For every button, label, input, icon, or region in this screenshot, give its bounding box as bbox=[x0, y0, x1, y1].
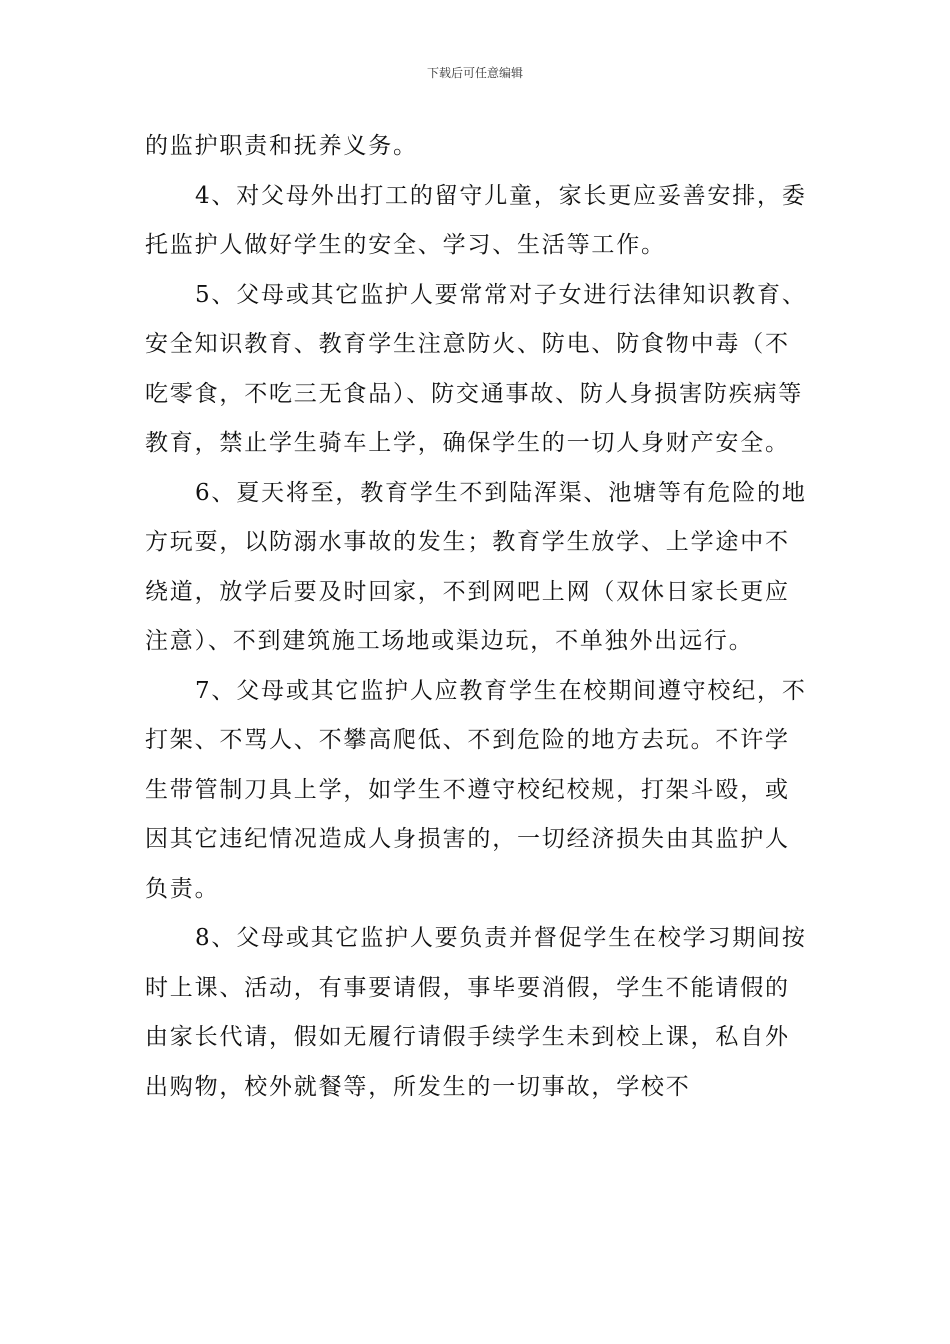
document-body bbox=[145, 122, 810, 1112]
paragraph-item-8: 8、父母或其它监护人要负责并督促学生在校学习期间按时上课、活动，有事要请假，事毕要消假，学生不能请假的由家长代请，假如无履行请假手续学生未到校上课，私自外出购物，校外就餐等，所发生的一切事故，学校不 bbox=[145, 925, 807, 1100]
paragraph-item-7: 7、父母或其它监护人应教育学生在校期间遵守校纪，不打架、不骂人、不攀高爬低、不到危险的地方去玩。不许学生带管制刀具上学，如学生不遵守校纪校规，打架斗殴，或因其它违纪情况造成人身损害的，一切经济损失由其监护人负责。 bbox=[145, 677, 807, 902]
paragraph-continuation: 的监护职责和抚养义务。 bbox=[145, 133, 418, 159]
paragraph-item-6: 6、夏天将至，教育学生不到陆浑渠、池塘等有危险的地方玩耍，以防溺水事故的发生；教育学生放学、上学途中不绕道，放学后要及时回家，不到网吧上网（双休日家长更应注意）、不到建筑施工场地或渠边玩，不单独外出远行。 bbox=[145, 479, 807, 654]
paragraph-item-4: 4、对父母外出打工的留守儿童，家长更应妥善安排，委托监护人做好学生的安全、学习、生活等工作。 bbox=[145, 182, 807, 258]
page-header: 下载后可任意编辑 bbox=[426, 66, 523, 80]
paragraph-item-5: 5、父母或其它监护人要常常对子女进行法律知识教育、安全知识教育、教育学生注意防火、防电、防食物中毒（不吃零食，不吃三无食品）、防交通事故、防人身损害防疾病等教育，禁止学生骑车上学，确保学生的一切人身财产安全。 bbox=[145, 281, 807, 456]
